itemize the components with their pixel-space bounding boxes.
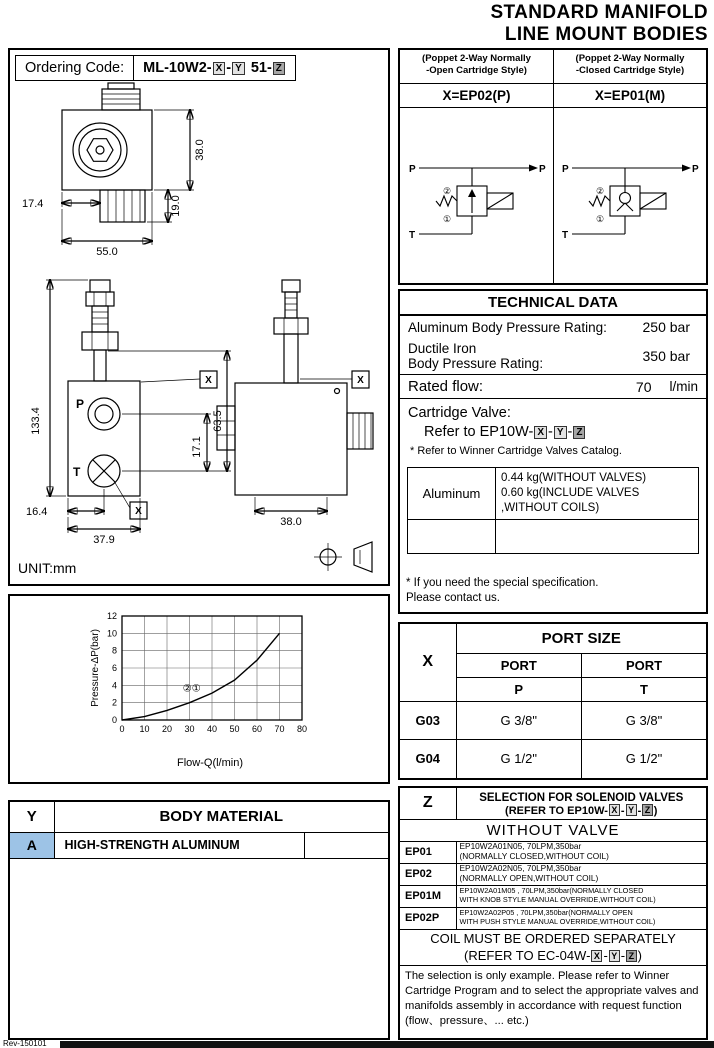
technical-data-panel [398,289,708,614]
code-y-box: Y [232,62,245,75]
schematic-normally-open [400,108,553,283]
page-edge-bar [60,1041,714,1048]
technical-data-title: TECHNICAL DATA [400,291,706,316]
schematic-normally-closed [553,108,706,283]
cavity-marker-x: X [205,375,212,386]
port-col-header: PORT [582,653,708,677]
special-spec-note: * If you need the special specification. Please contact us. [406,577,599,605]
code-z-box: Z [273,62,285,75]
unit-note: UNIT:mm [18,560,77,576]
code-z-box: Z [573,426,585,439]
drawing-panel [8,48,390,586]
rated-flow-unit: l/min [669,379,698,394]
top-view [62,83,152,222]
port-number-1: ① [596,214,605,224]
schematic-t-label: T [562,230,569,241]
dim-17-4-label: 17.4 [22,198,44,210]
code-z-box: Z [642,804,653,816]
flow-pressure-chart [10,596,388,780]
ordering-code-row [15,55,388,81]
projection-symbol-icon [314,542,372,572]
cartridge-right-header: (Poppet 2-Way Normally -Closed Cartridge Style) [553,50,706,84]
x-tick-label: 80 [296,724,308,734]
x-tick-label: 40 [206,724,218,734]
schematic-p-label: P [562,164,569,175]
dim-38-top-label: 38.0 [194,139,206,161]
y-tick-label: 4 [111,680,117,691]
cartridge-style-panel [398,48,708,285]
table-row [408,467,699,519]
cartridge-valve-ref: Cartridge Valve: Refer to EP10W- X - Y - Z [400,399,706,444]
table-row: G03 G 3/8" G 3/8" [399,701,707,739]
aluminum-pressure-row: Aluminum Body Pressure Rating: 250 bar [400,316,706,338]
port-p-label: P [76,397,85,411]
port-p-subheader: P [456,677,582,701]
dim-63-5-label: 63.5 [212,410,224,432]
table-row: EP01M EP10W2A01M05 , 70LPM,350bar(NORMALLY CLOSED WITH KNOB STYLE MANUAL OVERRIDE,WITHOUT COIL) [399,885,707,907]
y-tick-label: 10 [106,628,117,639]
without-valve-header: WITHOUT VALVE [399,819,707,841]
dim-37-9-label: 37.9 [93,534,115,546]
port-size-panel [398,622,708,780]
body-material-panel [8,800,390,1040]
port-size-title: PORT SIZE [456,623,707,653]
solenoid-selection-table [398,786,708,1040]
cavity-marker-x: X [135,506,142,517]
code-x-box: X [534,426,547,439]
ordering-code-value: ML-10W2- X - Y 51- Z [134,55,296,81]
dim-19-label: 19.0 [170,195,182,217]
port-number-2: ② [596,186,605,196]
top-view-dimensions [22,110,206,258]
z-title-cell: SELECTION FOR SOLENOID VALVES (REFER TO EP10W- X - Y - Z ) [456,787,707,819]
material-code-cell: A [10,832,54,858]
dim-16-4-label: 16.4 [26,506,48,518]
rated-flow-row: Rated flow: 70 l/min [400,375,706,399]
y-tick-label: 8 [111,645,117,656]
side-view [217,280,373,495]
code-y-box: Y [554,426,567,439]
y-tick-label: 6 [111,663,117,673]
x-tick-label: 70 [274,724,285,734]
dim-38-side-label: 38.0 [280,516,302,528]
code-y-box: Y [609,950,620,962]
schematic-p-label: P [538,164,546,175]
x-tick-label: 50 [229,724,240,734]
x-tick-label: 20 [161,724,173,734]
weight-table [407,467,699,554]
table-row: EP02 EP10W2A02N05, 70LPM,350bar (NORMALLY OPEN,WITHOUT COIL) [399,863,707,885]
z-header-cell: Z [399,787,456,819]
cavity-marker-x: X [357,375,364,386]
page-header [490,2,708,46]
table-row [408,519,699,553]
ordering-code-label: Ordering Code: [15,55,134,81]
code-x-box: X [609,804,620,816]
code-z-box: Z [626,950,637,962]
code-x-box: X [213,62,226,75]
cartridge-right-code: X=EP01(M) [553,84,706,108]
y-tick-label: 0 [111,715,117,725]
port-col-header: PORT [456,653,582,677]
page-title-line2: LINE MOUNT BODIES [504,24,708,45]
cartridge-left-header: (Poppet 2-Way Normally -Open Cartridge Style) [400,50,553,84]
cartridge-catalog-note: * Refer to Winner Cartridge Valves Catalog. [410,444,622,457]
table-row: G04 G 1/2" G 1/2" [399,739,707,779]
aluminum-pressure-value: 250 bar [642,319,690,335]
weight-value-cell: 0.44 kg(WITHOUT VALVES) 0.60 kg(INCLUDE VALVES ,WITHOUT COILS) [496,467,699,519]
y-tick-label: 12 [106,611,117,621]
port-number-1: ① [442,214,451,224]
code-y-box: Y [626,804,637,816]
port-number-2: ② [442,186,451,196]
chart-xlabel: Flow-Q(l/min) [177,757,243,769]
schematic-p-label: P [692,164,699,175]
dim-133-4-label: 133.4 [30,407,42,435]
front-view-dimensions [26,280,231,546]
material-col-header-y: Y [10,802,54,832]
table-row [10,832,388,858]
page-title-line1: STANDARD MANIFOLD [490,2,708,23]
table-row: EP01 EP10W2A01N05, 70LPM,350bar (NORMALLY CLOSED,WITHOUT COIL) [399,841,707,863]
x-tick-label: 30 [184,724,195,734]
dim-17-1-label: 17.1 [191,436,203,458]
selection-example-note: The selection is only example. Please refer to Winner Cartridge Program and to select the appropriate valves and manifolds assembly in accordance with request function (flow、pressure、... etc.) [399,965,707,1039]
coil-order-note: COIL MUST BE ORDERED SEPARATELY (REFER TO EC-04W- X - Y - Z ) [399,929,707,965]
port-x-header: X [399,623,456,701]
flow-chart-panel [8,594,390,784]
code-x-box: X [591,950,602,962]
material-empty-cell [304,832,388,858]
technical-drawing [10,81,388,573]
table-row: EP02P EP10W2A02P05 , 70LPM,350bar(NORMALLY OPEN WITH PUSH STYLE MANUAL OVERRIDE,WITHOUT COIL) [399,907,707,929]
y-tick-label: 2 [111,697,117,708]
schematic-p-label: P [408,164,416,175]
port-t-label: T [73,465,81,479]
iron-pressure-value: 350 bar [642,348,690,364]
curve-annotation: ②① [182,683,201,695]
ductile-iron-pressure-row: Ductile Iron Body Pressure Rating: 350 bar [400,338,706,375]
material-col-header: BODY MATERIAL [54,802,388,832]
material-name-cell: HIGH-STRENGTH ALUMINUM [54,832,304,858]
schematic-t-label: T [408,230,415,241]
revision-footer: Rev-150101 [3,1039,47,1048]
port-size-table [398,622,708,780]
body-material-table [10,802,388,859]
rated-flow-value: 70 [635,378,652,395]
front-view [68,280,140,496]
dim-55-label: 55.0 [96,246,118,258]
x-tick-label: 10 [139,724,150,734]
x-tick-label: 0 [119,724,125,734]
chart-ylabel: Pressure-ΔP(bar) [90,629,101,707]
solenoid-selection-panel [398,786,708,1040]
port-t-subheader: T [582,677,708,701]
x-tick-label: 60 [251,724,263,734]
weight-material-cell: Aluminum [408,467,496,519]
cartridge-left-code: X=EP02(P) [400,84,553,108]
pressure-drop-curve [122,633,280,720]
